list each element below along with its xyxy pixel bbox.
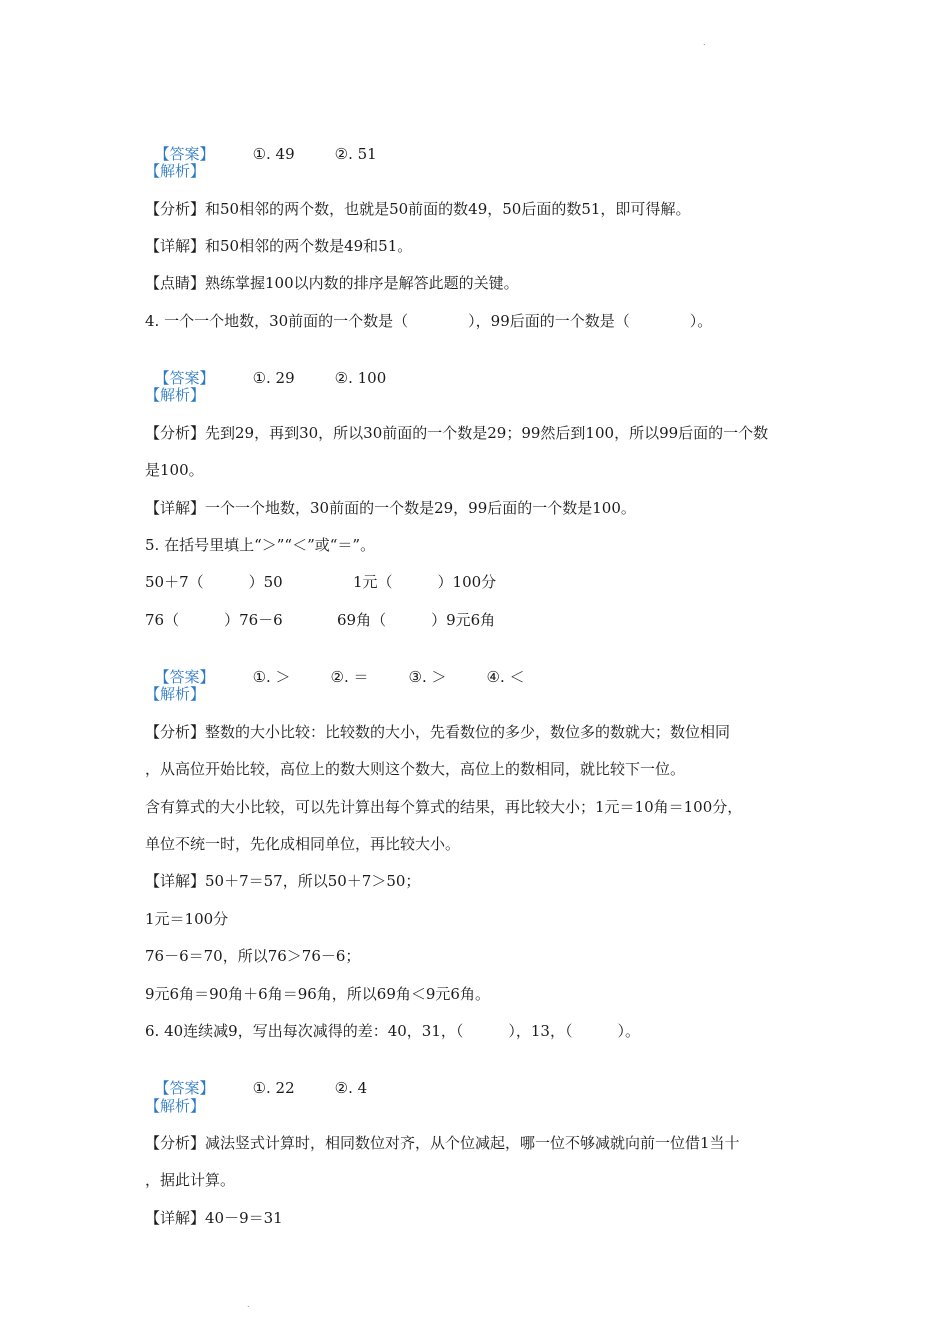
q5-fenxi-2: ，从高位开始比较，高位上的数大则这个数大，高位上的数相同，就比较下一位。: [145, 760, 686, 778]
answer-tag: 【答案】: [154, 369, 215, 387]
analysis-tag: 【解析】: [145, 162, 206, 180]
answer-tag: 【答案】: [154, 145, 215, 163]
q5-row1-a: 50＋7（ ）50: [145, 573, 283, 591]
answer-item: ④. ＜: [486, 668, 525, 686]
q3-fenxi: 【分析】和50相邻的两个数，也就是50前面的数49，50后面的数51，即可得解。: [145, 200, 691, 218]
answer-item: ③. ＞: [408, 668, 447, 686]
page-mark-top: .: [703, 38, 706, 47]
q4-fenxi-1: 【分析】先到29，再到30，所以30前面的一个数是29；99然后到100，所以99后面的一个数: [145, 424, 769, 442]
answer-item: ①. 29: [252, 369, 295, 387]
q5-row1-b: 1元（ ）100分: [353, 573, 497, 591]
q4-answer-line: [145, 348, 386, 388]
q5-row2-b: 69角（ ）9元6角: [337, 611, 496, 629]
q6-question: 6. 40连续减9，写出每次减得的差：40，31，（ ），13，（ ）。: [145, 1022, 640, 1040]
q6-fenxi-2: ，据此计算。: [145, 1171, 236, 1189]
answer-item: ②. ＝: [330, 668, 369, 686]
answer-item: ②. 51: [334, 145, 377, 163]
answer-item: ①. ＞: [252, 668, 291, 686]
q4-question: 4. 一个一个地数，30前面的一个数是（ ），99后面的一个数是（ ）。: [145, 312, 713, 330]
q6-fenxi-1: 【分析】减法竖式计算时，相同数位对齐，从个位减起，哪一位不够减就向前一位借1当十: [145, 1134, 740, 1152]
answer-item: ②. 100: [334, 369, 387, 387]
answer-item: ①. 49: [252, 145, 295, 163]
analysis-tag: 【解析】: [145, 1097, 206, 1115]
analysis-tag: 【解析】: [145, 386, 206, 404]
q3-answer-line: [145, 124, 377, 164]
page-mark-bottom: .: [247, 1300, 250, 1309]
q5-row2-a: 76（ ）76－6: [145, 611, 283, 629]
q3-xiangjie: 【详解】和50相邻的两个数是49和51。: [145, 237, 413, 255]
q6-xiangjie: 【详解】40－9＝31: [145, 1209, 283, 1227]
q4-fenxi-2: 是100。: [145, 461, 204, 479]
answer-tag: 【答案】: [154, 1079, 215, 1097]
q5-xiangjie-4: 9元6角＝90角＋6角＝96角，所以69角＜9元6角。: [145, 985, 490, 1003]
q5-xiangjie-3: 76－6＝70，所以76＞76－6；: [145, 947, 361, 965]
q5-fenxi-4: 单位不统一时，先化成相同单位，再比较大小。: [145, 835, 461, 853]
q6-answer-line: [145, 1058, 367, 1098]
q5-question: 5. 在括号里填上“＞”“＜”或“＝”。: [145, 536, 376, 554]
q5-fenxi-3: 含有算式的大小比较，可以先计算出每个算式的结果，再比较大小；1元＝10角＝100分，: [145, 798, 743, 816]
q5-xiangjie-2: 1元＝100分: [145, 910, 229, 928]
q3-dianjing: 【点睛】熟练掌握100以内数的排序是解答此题的关键。: [145, 274, 519, 292]
answer-item: ②. 4: [334, 1079, 368, 1097]
q5-answer-line: [145, 647, 525, 687]
q5-xiangjie-1: 【详解】50＋7＝57，所以50＋7＞50；: [145, 872, 421, 890]
answer-tag: 【答案】: [154, 668, 215, 686]
q5-fenxi-1: 【分析】整数的大小比较：比较数的大小，先看数位的多少，数位多的数就大；数位相同: [145, 723, 731, 741]
analysis-tag: 【解析】: [145, 685, 206, 703]
q4-xiangjie: 【详解】一个一个地数，30前面的一个数是29，99后面的一个数是100。: [145, 499, 636, 517]
answer-item: ①. 22: [252, 1079, 295, 1097]
